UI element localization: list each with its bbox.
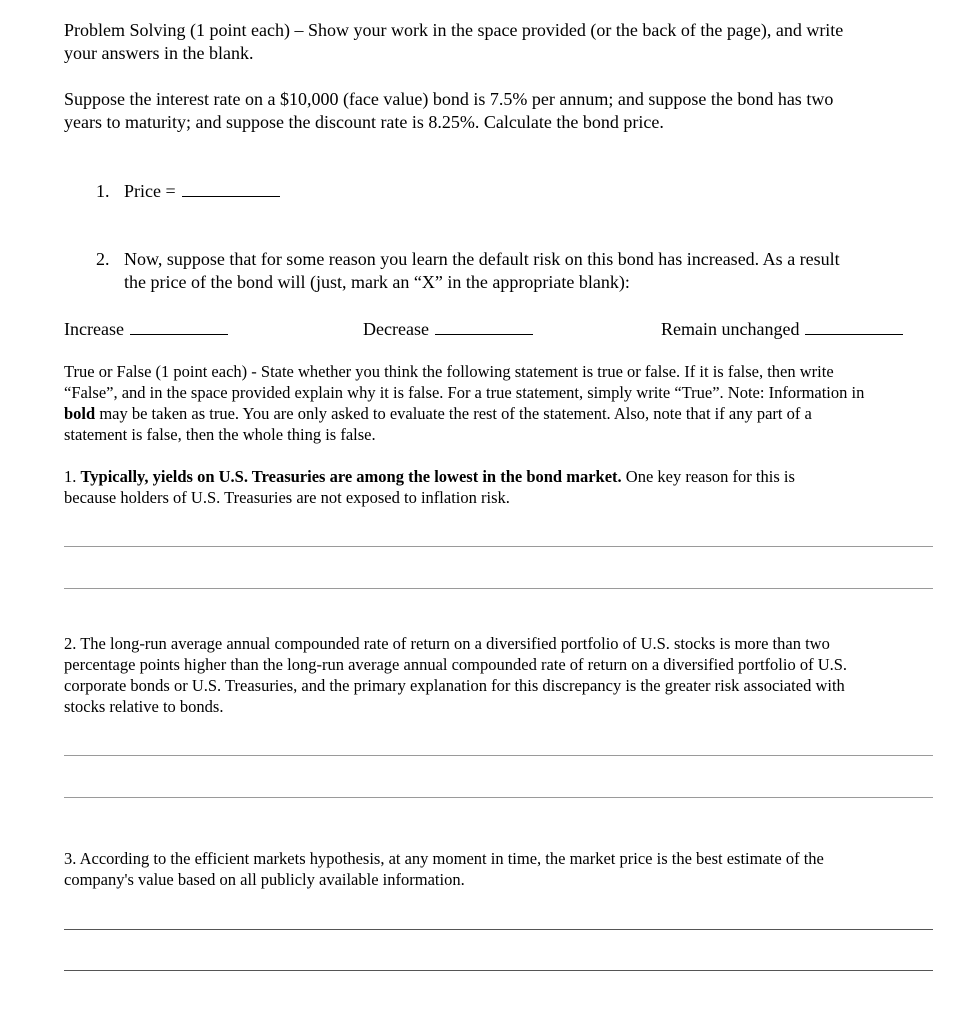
s3-line-1: 3. According to the efficient markets hypothesis, at any moment in time, the market price is the best estimate of the bbox=[64, 849, 824, 868]
choice-increase-label: Increase bbox=[64, 319, 124, 339]
s1-bold-text: Typically, yields on U.S. Treasuries are among the lowest in the bond market. bbox=[80, 467, 622, 486]
tf-intro-line-2: “False”, and in the space provided explain why it is false. For a true statement, simply write “True”. Note: Information in bbox=[64, 383, 865, 402]
answer-line-3b[interactable] bbox=[64, 970, 933, 971]
tf-intro-line-4: statement is false, then the whole thing is false. bbox=[64, 425, 376, 444]
s2-line-3: corporate bonds or U.S. Treasuries, and the primary explanation for this discrepancy is the greater risk associated with bbox=[64, 676, 845, 695]
s2-line-2: percentage points higher than the long-run average annual compounded rate of return on a diversified portfolio of U.S. bbox=[64, 655, 848, 674]
question-2-default-risk bbox=[96, 248, 936, 294]
answer-line-1b[interactable] bbox=[64, 588, 933, 589]
heading-line-1: Problem Solving (1 point each) – Show your work in the space provided (or the back of the page), and write bbox=[64, 20, 844, 40]
increase-blank[interactable] bbox=[130, 334, 228, 335]
q2-line-1: Now, suppose that for some reason you learn the default risk on this bond has increased. As a result bbox=[124, 249, 840, 269]
tf-intro-line-3 bbox=[64, 403, 936, 424]
tf-intro-line-1: True or False (1 point each) - State whether you think the following statement is true or false. If it is false, then write bbox=[64, 362, 834, 381]
q1-label: Price = bbox=[124, 181, 176, 201]
setup-line-1: Suppose the interest rate on a $10,000 (face value) bond is 7.5% per annum; and suppose the bond has two bbox=[64, 89, 834, 109]
s2-line-1: 2. The long-run average annual compounded rate of return on a diversified portfolio of U.S. stocks is more than two bbox=[64, 634, 830, 653]
question-1-price bbox=[96, 180, 280, 203]
statement-3 bbox=[64, 848, 936, 890]
statement-1 bbox=[64, 466, 936, 508]
answer-line-2b[interactable] bbox=[64, 797, 933, 798]
q2-line-2: the price of the bond will (just, mark an “X” in the appropriate blank): bbox=[124, 272, 630, 292]
setup-line-2: years to maturity; and suppose the discount rate is 8.25%. Calculate the bond price. bbox=[64, 112, 664, 132]
tf-intro-line-3-rest: may be taken as true. You are only asked to evaluate the rest of the statement. Also, note that if any part of a bbox=[95, 404, 812, 423]
problem-solving-heading bbox=[64, 19, 936, 65]
s1-rest: One key reason for this is bbox=[621, 467, 795, 486]
q1-number: 1. bbox=[96, 181, 110, 201]
answer-line-2a[interactable] bbox=[64, 755, 933, 756]
choice-decrease bbox=[363, 318, 533, 341]
s2-line-4: stocks relative to bonds. bbox=[64, 697, 224, 716]
bold-word: bold bbox=[64, 404, 96, 423]
heading-line-2: your answers in the blank. bbox=[64, 43, 254, 63]
choice-increase bbox=[64, 318, 228, 341]
answer-line-1a[interactable] bbox=[64, 546, 933, 547]
remain-unchanged-blank[interactable] bbox=[805, 334, 903, 335]
choice-decrease-label: Decrease bbox=[363, 319, 429, 339]
choice-remain-unchanged bbox=[661, 318, 903, 341]
s1-prefix: 1. bbox=[64, 467, 81, 486]
s1-line-2: because holders of U.S. Treasuries are not exposed to inflation risk. bbox=[64, 488, 510, 507]
bond-setup-text bbox=[64, 88, 936, 134]
answer-line-3a[interactable] bbox=[64, 929, 933, 930]
price-answer-blank[interactable] bbox=[182, 196, 280, 197]
statement-2 bbox=[64, 633, 936, 717]
s3-line-2: company's value based on all publicly available information. bbox=[64, 870, 465, 889]
q2-number: 2. bbox=[96, 249, 110, 269]
true-false-instructions bbox=[64, 361, 936, 445]
choice-remain-label: Remain unchanged bbox=[661, 319, 800, 339]
decrease-blank[interactable] bbox=[435, 334, 533, 335]
